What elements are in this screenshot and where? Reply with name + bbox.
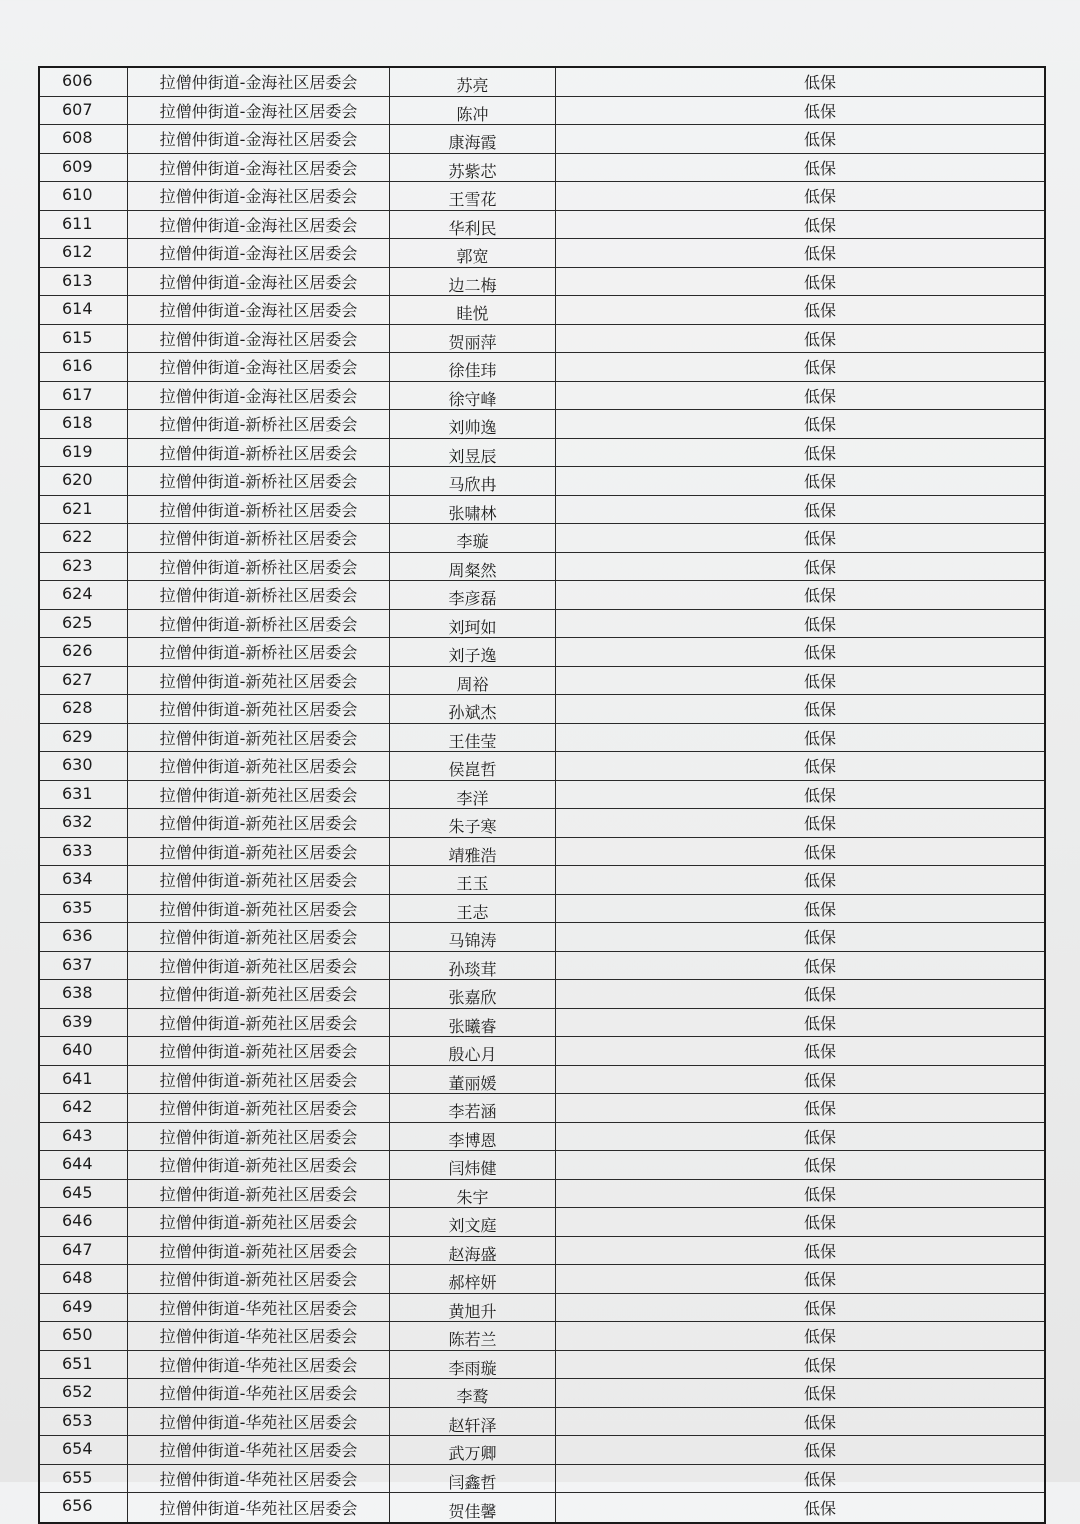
row-number: 652 [40, 1379, 128, 1407]
table-row [40, 1436, 1044, 1465]
table-row [40, 752, 1044, 781]
table-row [40, 1408, 1044, 1437]
table-row [40, 1379, 1044, 1408]
assistance-type: 低保 [803, 671, 836, 691]
table-row [40, 1465, 1044, 1494]
assistance-type: 低保 [803, 158, 836, 178]
row-number: 649 [40, 1294, 128, 1322]
table-row [40, 667, 1044, 696]
table-row [40, 1322, 1044, 1351]
community-unit: 拉僧仲街道-新苑社区居委会 [128, 866, 390, 894]
assistance-type: 低保 [803, 1013, 836, 1033]
table-row [40, 553, 1044, 582]
person-name: 闫炜健 [390, 1151, 556, 1179]
row-number: 638 [40, 980, 128, 1008]
community-unit: 拉僧仲街道-新苑社区居委会 [128, 1066, 390, 1094]
person-name: 边二梅 [390, 268, 556, 296]
table-row [40, 1180, 1044, 1209]
person-name: 赵轩泽 [390, 1408, 556, 1436]
assistance-type: 低保 [803, 386, 836, 406]
assistance-type: 低保 [803, 1469, 836, 1489]
person-name: 孙斌杰 [390, 695, 556, 723]
row-number: 646 [40, 1208, 128, 1236]
table-row [40, 496, 1044, 525]
person-name: 陈若兰 [390, 1322, 556, 1350]
community-unit: 拉僧仲街道-金海社区居委会 [128, 382, 390, 410]
community-unit: 拉僧仲街道-新桥社区居委会 [128, 524, 390, 552]
assistance-type: 低保 [803, 272, 836, 292]
assistance-type: 低保 [803, 1042, 836, 1062]
assistance-type: 低保 [803, 700, 836, 720]
assistance-type: 低保 [803, 130, 836, 150]
community-unit: 拉僧仲街道-金海社区居委会 [128, 268, 390, 296]
person-name: 郭宽 [390, 239, 556, 267]
row-number: 630 [40, 752, 128, 780]
table-row [40, 1009, 1044, 1038]
row-number: 632 [40, 809, 128, 837]
person-name: 刘昱辰 [390, 439, 556, 467]
row-number: 636 [40, 923, 128, 951]
person-name: 陈冲 [390, 97, 556, 125]
row-number: 610 [40, 182, 128, 210]
community-unit: 拉僧仲街道-新苑社区居委会 [128, 980, 390, 1008]
person-name: 闫鑫哲 [390, 1465, 556, 1493]
row-number: 620 [40, 467, 128, 495]
person-name: 李博恩 [390, 1123, 556, 1151]
table-row [40, 1351, 1044, 1380]
assistance-type: 低保 [803, 814, 836, 834]
row-number: 616 [40, 353, 128, 381]
row-number: 611 [40, 211, 128, 239]
community-unit: 拉僧仲街道-新苑社区居委会 [128, 809, 390, 837]
row-number: 606 [40, 68, 128, 96]
table-row [40, 638, 1044, 667]
table-row [40, 724, 1044, 753]
community-unit: 拉僧仲街道-新苑社区居委会 [128, 952, 390, 980]
table-row [40, 581, 1044, 610]
assistance-type: 低保 [803, 1213, 836, 1233]
table-row [40, 154, 1044, 183]
person-name: 周裕 [390, 667, 556, 695]
community-unit: 拉僧仲街道-新苑社区居委会 [128, 1151, 390, 1179]
table-row [40, 439, 1044, 468]
assistance-type: 低保 [803, 1412, 836, 1432]
person-name: 周粲然 [390, 553, 556, 581]
row-number: 643 [40, 1123, 128, 1151]
assistance-type: 低保 [803, 956, 836, 976]
community-unit: 拉僧仲街道-新苑社区居委会 [128, 724, 390, 752]
person-name: 苏紫芯 [390, 154, 556, 182]
person-name: 靖雅浩 [390, 838, 556, 866]
community-unit: 拉僧仲街道-新苑社区居委会 [128, 1009, 390, 1037]
row-number: 629 [40, 724, 128, 752]
person-name: 李洋 [390, 781, 556, 809]
assistance-type: 低保 [803, 899, 836, 919]
person-name: 董丽媛 [390, 1066, 556, 1094]
row-number: 645 [40, 1180, 128, 1208]
table-row [40, 1066, 1044, 1095]
table-row [40, 1094, 1044, 1123]
community-unit: 拉僧仲街道-新苑社区居委会 [128, 781, 390, 809]
table-row [40, 125, 1044, 154]
community-unit: 拉僧仲街道-金海社区居委会 [128, 125, 390, 153]
row-number: 628 [40, 695, 128, 723]
row-number: 614 [40, 296, 128, 324]
person-name: 马欣冉 [390, 467, 556, 495]
community-unit: 拉僧仲街道-新苑社区居委会 [128, 1237, 390, 1265]
community-unit: 拉僧仲街道-华苑社区居委会 [128, 1351, 390, 1379]
person-name: 李彦磊 [390, 581, 556, 609]
assistance-type: 低保 [803, 728, 836, 748]
assistance-type: 低保 [803, 215, 836, 235]
row-number: 656 [40, 1493, 128, 1522]
person-name: 苏亮 [390, 68, 556, 96]
assistance-type: 低保 [803, 1070, 836, 1090]
row-number: 608 [40, 125, 128, 153]
person-name: 李雨璇 [390, 1351, 556, 1379]
community-unit: 拉僧仲街道-新苑社区居委会 [128, 1208, 390, 1236]
assistance-type: 低保 [803, 1384, 836, 1404]
row-number: 644 [40, 1151, 128, 1179]
table-row [40, 97, 1044, 126]
assistance-type: 低保 [803, 472, 836, 492]
community-unit: 拉僧仲街道-新苑社区居委会 [128, 1094, 390, 1122]
community-unit: 拉僧仲街道-新桥社区居委会 [128, 581, 390, 609]
assistance-type: 低保 [803, 529, 836, 549]
community-unit: 拉僧仲街道-金海社区居委会 [128, 68, 390, 96]
community-unit: 拉僧仲街道-新桥社区居委会 [128, 496, 390, 524]
table-row [40, 1037, 1044, 1066]
assistance-type: 低保 [803, 415, 836, 435]
person-name: 侯崑哲 [390, 752, 556, 780]
row-number: 647 [40, 1237, 128, 1265]
table-row [40, 1493, 1044, 1522]
row-number: 654 [40, 1436, 128, 1464]
person-name: 康海霞 [390, 125, 556, 153]
person-name: 赵海盛 [390, 1237, 556, 1265]
row-number: 615 [40, 325, 128, 353]
table-row [40, 182, 1044, 211]
assistance-type: 低保 [803, 1241, 836, 1261]
table-row [40, 353, 1044, 382]
community-unit: 拉僧仲街道-新苑社区居委会 [128, 923, 390, 951]
row-number: 613 [40, 268, 128, 296]
person-name: 朱宇 [390, 1180, 556, 1208]
person-name: 张嘉欣 [390, 980, 556, 1008]
row-number: 642 [40, 1094, 128, 1122]
community-unit: 拉僧仲街道-金海社区居委会 [128, 154, 390, 182]
community-unit: 拉僧仲街道-华苑社区居委会 [128, 1294, 390, 1322]
person-name: 眭悦 [390, 296, 556, 324]
table-row [40, 1294, 1044, 1323]
row-number: 622 [40, 524, 128, 552]
assistance-type: 低保 [803, 101, 836, 121]
person-name: 李璇 [390, 524, 556, 552]
table-row [40, 781, 1044, 810]
community-unit: 拉僧仲街道-华苑社区居委会 [128, 1465, 390, 1493]
community-unit: 拉僧仲街道-金海社区居委会 [128, 182, 390, 210]
assistance-type: 低保 [803, 586, 836, 606]
community-unit: 拉僧仲街道-新苑社区居委会 [128, 695, 390, 723]
table-row [40, 809, 1044, 838]
person-name: 刘子逸 [390, 638, 556, 666]
community-unit: 拉僧仲街道-金海社区居委会 [128, 353, 390, 381]
row-number: 635 [40, 895, 128, 923]
community-unit: 拉僧仲街道-华苑社区居委会 [128, 1493, 390, 1522]
assistance-type: 低保 [803, 614, 836, 634]
row-number: 637 [40, 952, 128, 980]
person-name: 华利民 [390, 211, 556, 239]
assistance-type: 低保 [803, 842, 836, 862]
table-row [40, 68, 1044, 97]
row-number: 639 [40, 1009, 128, 1037]
community-unit: 拉僧仲街道-新桥社区居委会 [128, 410, 390, 438]
table-row [40, 952, 1044, 981]
row-number: 633 [40, 838, 128, 866]
community-unit: 拉僧仲街道-新苑社区居委会 [128, 1123, 390, 1151]
assistance-type: 低保 [803, 1156, 836, 1176]
row-number: 612 [40, 239, 128, 267]
row-number: 618 [40, 410, 128, 438]
table-row [40, 268, 1044, 297]
person-name: 殷心月 [390, 1037, 556, 1065]
assistance-type: 低保 [803, 1298, 836, 1318]
row-number: 651 [40, 1351, 128, 1379]
table-row [40, 410, 1044, 439]
assistance-type: 低保 [803, 1441, 836, 1461]
person-name: 刘珂如 [390, 610, 556, 638]
table-row [40, 1151, 1044, 1180]
assistance-type: 低保 [803, 1355, 836, 1375]
row-number: 641 [40, 1066, 128, 1094]
person-name: 张啸林 [390, 496, 556, 524]
table-row [40, 239, 1044, 268]
row-number: 617 [40, 382, 128, 410]
recipient-table [38, 66, 1046, 1524]
row-number: 640 [40, 1037, 128, 1065]
table-row [40, 610, 1044, 639]
table-row [40, 895, 1044, 924]
row-number: 648 [40, 1265, 128, 1293]
table-row [40, 1237, 1044, 1266]
person-name: 马锦涛 [390, 923, 556, 951]
community-unit: 拉僧仲街道-新桥社区居委会 [128, 553, 390, 581]
community-unit: 拉僧仲街道-金海社区居委会 [128, 211, 390, 239]
assistance-type: 低保 [803, 557, 836, 577]
person-name: 武万卿 [390, 1436, 556, 1464]
community-unit: 拉僧仲街道-金海社区居委会 [128, 97, 390, 125]
row-number: 631 [40, 781, 128, 809]
row-number: 621 [40, 496, 128, 524]
row-number: 650 [40, 1322, 128, 1350]
table-row [40, 325, 1044, 354]
row-number: 623 [40, 553, 128, 581]
person-name: 朱子寒 [390, 809, 556, 837]
table-row [40, 211, 1044, 240]
assistance-type: 低保 [803, 73, 836, 93]
row-number: 627 [40, 667, 128, 695]
person-name: 王佳莹 [390, 724, 556, 752]
community-unit: 拉僧仲街道-新桥社区居委会 [128, 610, 390, 638]
person-name: 徐守峰 [390, 382, 556, 410]
community-unit: 拉僧仲街道-新苑社区居委会 [128, 1180, 390, 1208]
row-number: 624 [40, 581, 128, 609]
assistance-type: 低保 [803, 329, 836, 349]
table-row [40, 1265, 1044, 1294]
person-name: 贺佳馨 [390, 1493, 556, 1522]
community-unit: 拉僧仲街道-新苑社区居委会 [128, 895, 390, 923]
person-name: 刘文庭 [390, 1208, 556, 1236]
assistance-type: 低保 [803, 1498, 836, 1518]
table-row [40, 695, 1044, 724]
row-number: 609 [40, 154, 128, 182]
community-unit: 拉僧仲街道-金海社区居委会 [128, 296, 390, 324]
community-unit: 拉僧仲街道-新桥社区居委会 [128, 439, 390, 467]
assistance-type: 低保 [803, 187, 836, 207]
assistance-type: 低保 [803, 244, 836, 264]
assistance-type: 低保 [803, 643, 836, 663]
table-row [40, 382, 1044, 411]
assistance-type: 低保 [803, 757, 836, 777]
row-number: 607 [40, 97, 128, 125]
person-name: 刘帅逸 [390, 410, 556, 438]
community-unit: 拉僧仲街道-新苑社区居委会 [128, 1265, 390, 1293]
assistance-type: 低保 [803, 1270, 836, 1290]
assistance-type: 低保 [803, 785, 836, 805]
assistance-type: 低保 [803, 1099, 836, 1119]
community-unit: 拉僧仲街道-新桥社区居委会 [128, 638, 390, 666]
person-name: 王玉 [390, 866, 556, 894]
community-unit: 拉僧仲街道-华苑社区居委会 [128, 1436, 390, 1464]
table-row [40, 980, 1044, 1009]
assistance-type: 低保 [803, 500, 836, 520]
table-row [40, 467, 1044, 496]
community-unit: 拉僧仲街道-新桥社区居委会 [128, 467, 390, 495]
table-row [40, 296, 1044, 325]
person-name: 王雪花 [390, 182, 556, 210]
person-name: 徐佳玮 [390, 353, 556, 381]
community-unit: 拉僧仲街道-金海社区居委会 [128, 325, 390, 353]
assistance-type: 低保 [803, 1127, 836, 1147]
assistance-type: 低保 [803, 358, 836, 378]
community-unit: 拉僧仲街道-新苑社区居委会 [128, 752, 390, 780]
row-number: 634 [40, 866, 128, 894]
person-name: 郝梓妍 [390, 1265, 556, 1293]
community-unit: 拉僧仲街道-华苑社区居委会 [128, 1408, 390, 1436]
community-unit: 拉僧仲街道-华苑社区居委会 [128, 1379, 390, 1407]
community-unit: 拉僧仲街道-金海社区居委会 [128, 239, 390, 267]
community-unit: 拉僧仲街道-新苑社区居委会 [128, 667, 390, 695]
person-name: 黄旭升 [390, 1294, 556, 1322]
person-name: 贺丽萍 [390, 325, 556, 353]
person-name: 李鹜 [390, 1379, 556, 1407]
row-number: 626 [40, 638, 128, 666]
assistance-type: 低保 [803, 301, 836, 321]
assistance-type: 低保 [803, 928, 836, 948]
community-unit: 拉僧仲街道-华苑社区居委会 [128, 1322, 390, 1350]
table-row [40, 524, 1044, 553]
table-row [40, 923, 1044, 952]
table-row [40, 838, 1044, 867]
table-row [40, 866, 1044, 895]
community-unit: 拉僧仲街道-新苑社区居委会 [128, 838, 390, 866]
row-number: 625 [40, 610, 128, 638]
assistance-type: 低保 [803, 1184, 836, 1204]
assistance-type: 低保 [803, 985, 836, 1005]
table-row [40, 1123, 1044, 1152]
assistance-type: 低保 [803, 443, 836, 463]
person-name: 张曦睿 [390, 1009, 556, 1037]
row-number: 619 [40, 439, 128, 467]
person-name: 孙琰茸 [390, 952, 556, 980]
assistance-type: 低保 [803, 871, 836, 891]
person-name: 王志 [390, 895, 556, 923]
assistance-type: 低保 [803, 1327, 836, 1347]
row-number: 653 [40, 1408, 128, 1436]
table-row [40, 1208, 1044, 1237]
person-name: 李若涵 [390, 1094, 556, 1122]
row-number: 655 [40, 1465, 128, 1493]
community-unit: 拉僧仲街道-新苑社区居委会 [128, 1037, 390, 1065]
